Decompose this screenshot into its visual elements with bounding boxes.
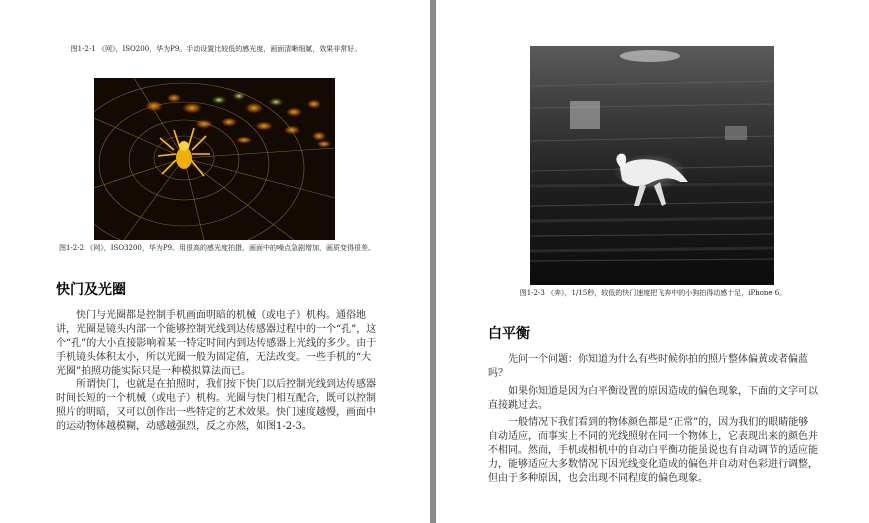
figure-caption-1-2-3: 图1-2-3 《奔》，1/15秒，较低的快门速度把飞奔中的小狗拍得动感十足，iPhone 6。 — [519, 289, 787, 297]
section-title-shutter-aperture: 快门及光圈 — [56, 282, 126, 298]
spider-web-image — [94, 78, 335, 240]
section-title-white-balance: 白平衡 — [488, 326, 530, 342]
paragraph-skip: 如果你知道是因为白平衡设置的原因造成的偏色现象，下面的文字可以直接跳过去。 — [488, 386, 818, 411]
paragraph-aperture: 快门与光圈都是控制手机画面明暗的机械（或电子）机构。通俗地讲，光圈是镜头内部一个能够控制光线到达传感器过程中的一个“孔”，这个“孔”的大小直接影响着某一特定时间内到达传感器上光线的多少。由于手机镜头体积太小，所以光圈一般为固定值，无法改变。一些手机的“大光圈”拍照功能实际只是一种模拟算法而已。 — [56, 310, 377, 377]
figure-caption-1-2-1: 图1-2-1 《网》，ISO200，华为P9。手动设置比较低的感光度，画面清晰细腻，效果非常好。 — [70, 45, 362, 53]
figure-caption-1-2-2: 图1-2-2 《网》，ISO3200，华为P9。用很高的感光度拍摄，画面中的噪点急剧增加，画质变得很差。 — [58, 244, 376, 252]
running-dog-image — [530, 46, 774, 285]
paragraph-shutter: 所谓快门，也就是在拍照时，我们按下快门以后控制光线到达传感器时间长短的一个机械（或电子）机构。光圈与快门相互配合，既可以控制照片的明暗，又可以创作出一些特定的艺术效果。快门速度越慢，画面中的运动物体越模糊，动感越强烈，反之亦然，如图1-2-3。 — [56, 379, 376, 432]
paragraph-question: 先问一个问题：你知道为什么有些时候你拍的照片整体偏黄或者偏蓝吗？ — [488, 354, 808, 379]
running-dog-photo — [530, 46, 774, 285]
spider-web-photo — [94, 78, 335, 240]
right-page — [436, 0, 869, 523]
left-page — [0, 0, 430, 523]
paragraph-explanation: 一般情况下我们看到的物体颜色都是“正常”的，因为我们的眼睛能够自动适应，而事实上不同的光线照射在同一个物体上，它表现出来的颜色并不相同。然而，手机或相机中的自动白平衡功能虽说也有自动调节的适应能力，能够适应大多数情况下因光线变化造成的偏色并自动对色彩进行调整，但由于多种原因，也会出现不同程度的偏色现象。 — [488, 417, 818, 484]
